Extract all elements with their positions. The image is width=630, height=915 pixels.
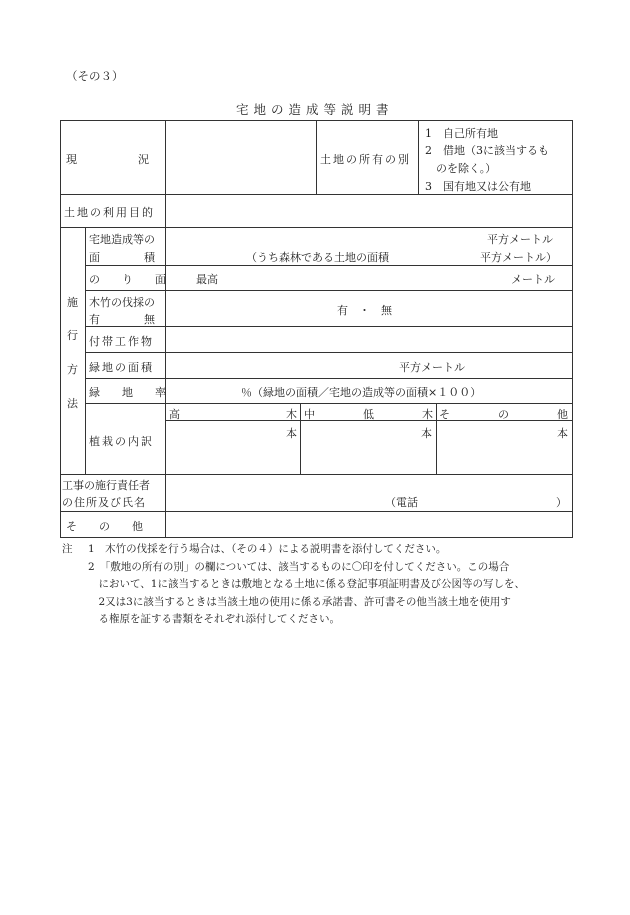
- sonota-field[interactable]: [167, 513, 570, 535]
- sekou-side-char-2: 行: [67, 329, 78, 342]
- menseki-note: （うち森林である土地の面積: [246, 251, 389, 264]
- note-item-2-cont-3: る権原を証する書類をそれぞれ添付してください。: [88, 613, 340, 625]
- page-title: 宅地の造成等説明書: [236, 102, 394, 117]
- menseki-unit-2: 平方メートル）: [480, 251, 557, 264]
- futai-field[interactable]: [167, 328, 570, 351]
- note-item-2: 2 「敷地の所有の別」の欄については、該当するものに〇印を付してください。この場合: [88, 560, 510, 573]
- norimen-max-label: 最高: [196, 273, 218, 286]
- sekinin-label-1: 工事の施行責任者: [62, 479, 150, 492]
- note-item-2-cont-1: において、1に該当するときは敷地となる土地に係る登記事項証明書及び公図等の写しを、: [88, 578, 525, 590]
- notes-list: [88, 541, 525, 629]
- genkyo-label: 現 況: [66, 153, 150, 166]
- ownership-option-1[interactable]: 1 自己所有地: [425, 127, 498, 140]
- ryokuchi-ritsu-value: ％（緑地の面積／宅地の造成等の面積×１００）: [241, 386, 482, 399]
- menseki-label-1: 宅地造成等の: [89, 233, 155, 246]
- tochi-shoyu-label: 土地の所有の別: [320, 153, 411, 166]
- ryokuchi-ritsu-label: 緑 地 率: [89, 386, 166, 399]
- denwa-open: （電話: [385, 496, 418, 509]
- sonota-label: そ の 他: [66, 520, 143, 533]
- riyou-mokuteki-field[interactable]: [167, 196, 570, 226]
- ownership-option-3[interactable]: 3 国有地又は公有地: [425, 180, 531, 193]
- sekou-side-char-4: 法: [67, 397, 78, 410]
- shokusai-col-chuteiboku-a: 中: [304, 408, 315, 421]
- bassai-label-2: 有 無: [89, 313, 155, 326]
- menseki-unit-1: 平方メートル: [487, 233, 553, 246]
- bassai-choice[interactable]: 有 ・ 無: [337, 304, 392, 317]
- shokusai-col-chuteiboku-mid: 低: [363, 408, 374, 421]
- note-item-1: 1 木竹の伐採を行う場合は、（その４）による説明書を添付してください。: [88, 543, 447, 555]
- shokusai-col-takagi-unit: 本: [286, 427, 297, 440]
- genkyo-value-field[interactable]: [167, 122, 315, 193]
- shokusai-col-sonota-b: 他: [557, 408, 568, 421]
- bassai-label-1: 木竹の伐採の: [89, 296, 155, 309]
- sekou-side-char-1: 施: [67, 296, 78, 309]
- note-item-2-cont-2: 2又は3に該当するときは当該土地の使用に係る承諾書、許可書その他当該土地を使用す: [88, 595, 511, 608]
- ryokuchi-menseki-unit: 平方メートル: [399, 361, 465, 374]
- sekinin-label-2: の住所及び氏名: [62, 496, 146, 509]
- shokusai-col-sonota-unit: 本: [557, 427, 568, 440]
- denwa-close: ）: [556, 496, 567, 509]
- shokusai-label: 植栽の内訳: [89, 435, 154, 448]
- menseki-label-2: 面 積: [89, 251, 155, 264]
- shokusai-col-chuteiboku-unit: 本: [421, 427, 432, 440]
- notes-prefix: 注: [62, 543, 73, 555]
- shokusai-col-chuteiboku-b: 木: [422, 408, 433, 421]
- norimen-label: の り 面: [89, 273, 166, 286]
- ryokuchi-menseki-label: 緑地の面積: [89, 361, 154, 374]
- page-label: （その３）: [66, 69, 124, 83]
- shokusai-col-takagi-b: 木: [286, 408, 297, 421]
- norimen-unit: メートル: [511, 273, 555, 286]
- ownership-option-2[interactable]: 2 借地（3に該当するも: [425, 144, 549, 157]
- sekou-side-char-3: 方: [67, 363, 78, 376]
- shokusai-col-takagi-a: 高: [169, 408, 180, 421]
- shokusai-col-sonota-a: そ: [439, 408, 450, 421]
- riyou-mokuteki-label: 土地の利用目的: [64, 206, 155, 219]
- shokusai-col-sonota-mid: の: [498, 408, 509, 421]
- ownership-option-2-cont: のを除く。）: [425, 162, 497, 175]
- futai-label: 付帯工作物: [89, 335, 154, 348]
